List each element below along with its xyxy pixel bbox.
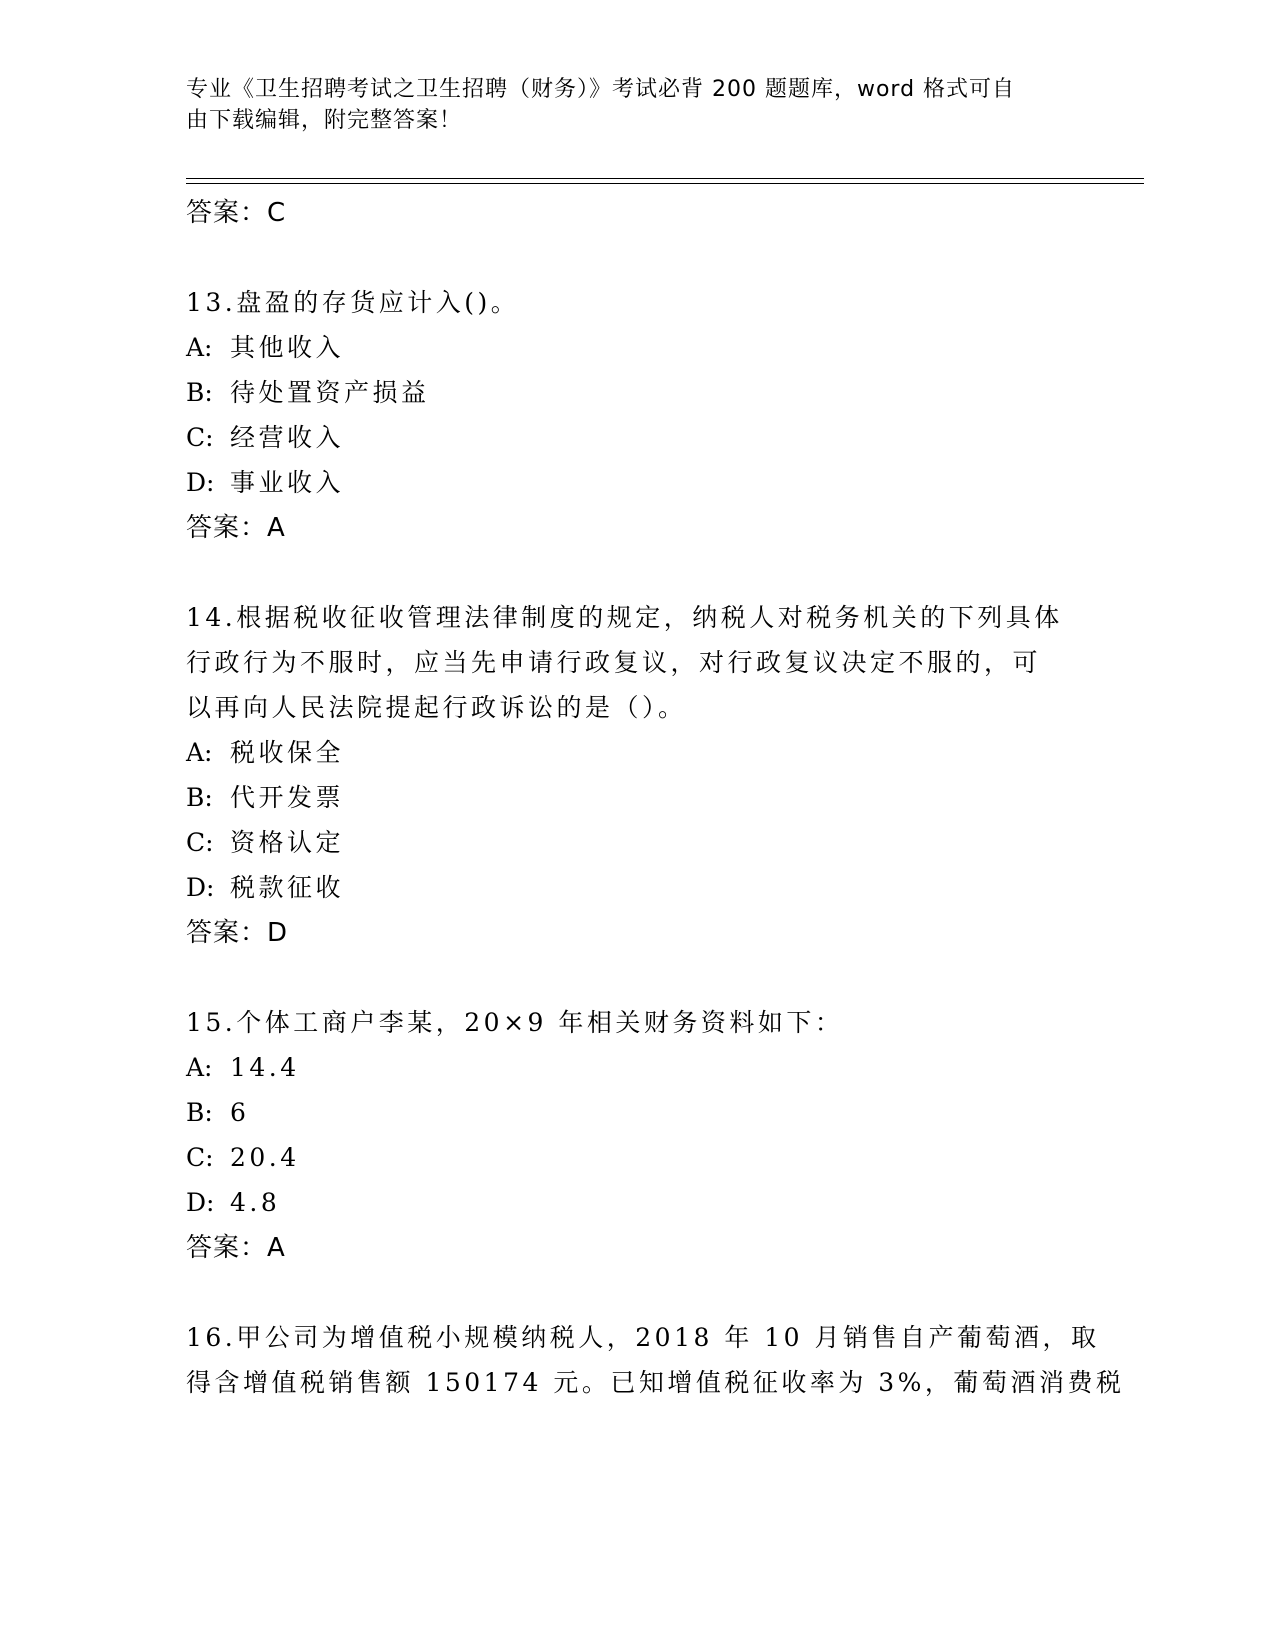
answer: 答案：A (186, 1233, 286, 1263)
question-stem-line: 得含增值税销售额 150174 元。已知增值税征收率为 3%，葡萄酒消费税 (186, 1368, 1125, 1397)
previous-answer: 答案：C (186, 198, 287, 228)
answer: 答案：A (186, 513, 286, 543)
option-text: 20.4 (230, 1143, 300, 1172)
question-stem-line: 以再向人民法院提起行政诉讼的是（）。 (186, 693, 687, 722)
option-text: 代开发票 (230, 783, 345, 812)
option-key: C: (186, 828, 214, 857)
option-key: D: (186, 873, 215, 902)
option-d (186, 865, 1086, 910)
header-line-2: 由下载编辑，附完整答案！ (186, 108, 463, 133)
question-16 (186, 1315, 1125, 1405)
option-text: 资格认定 (230, 828, 345, 857)
option-text: 经营收入 (230, 423, 345, 452)
question-stem-line: 行政行为不服时，应当先申请行政复议，对行政复议决定不服的，可 (186, 648, 1042, 677)
option-text: 事业收入 (230, 468, 345, 497)
question-14 (186, 595, 1086, 956)
question-13 (186, 280, 1086, 551)
option-key: B: (186, 783, 213, 812)
option-text: 税收保全 (230, 738, 345, 767)
option-b (186, 370, 1086, 415)
option-text: 14.4 (230, 1053, 300, 1082)
option-c (186, 1135, 1086, 1180)
option-a (186, 325, 1086, 370)
option-text: 6 (230, 1098, 250, 1127)
option-key: C: (186, 1143, 214, 1172)
option-key: B: (186, 1098, 213, 1127)
option-key: C: (186, 423, 214, 452)
option-d (186, 460, 1086, 505)
header-line-1: 专业《卫生招聘考试之卫生招聘（财务）》考试必背 200 题题库，word 格式可自 (186, 77, 1016, 102)
option-c (186, 415, 1086, 460)
option-b (186, 775, 1086, 820)
option-text: 其他收入 (230, 333, 345, 362)
option-key: D: (186, 1188, 215, 1217)
question-stem-line: 14.根据税收征收管理法律制度的规定，纳税人对税务机关的下列具体 (186, 603, 1063, 632)
option-a (186, 1045, 1086, 1090)
question-stem-line: 16.甲公司为增值税小规模纳税人，2018 年 10 月销售自产葡萄酒，取 (186, 1323, 1100, 1352)
option-key: A: (186, 1053, 213, 1082)
option-text: 4.8 (230, 1188, 281, 1217)
option-text: 税款征收 (230, 873, 345, 902)
option-d (186, 1180, 1086, 1225)
option-key: D: (186, 468, 215, 497)
question-stem-line: 13.盘盈的存货应计入()。 (186, 288, 520, 317)
question-stem-line: 15.个体工商户李某，20×9 年相关财务资料如下： (186, 1008, 844, 1037)
option-text: 待处置资产损益 (230, 378, 430, 407)
option-key: A: (186, 738, 213, 767)
option-b (186, 1090, 1086, 1135)
document-header (186, 74, 1066, 136)
option-a (186, 730, 1086, 775)
option-c (186, 820, 1086, 865)
option-key: A: (186, 333, 213, 362)
header-rule-bottom (186, 183, 1144, 184)
option-key: B: (186, 378, 213, 407)
answer: 答案：D (186, 918, 289, 948)
question-list (186, 190, 1125, 1405)
question-15 (186, 1000, 1086, 1271)
header-rule-top (186, 178, 1144, 179)
